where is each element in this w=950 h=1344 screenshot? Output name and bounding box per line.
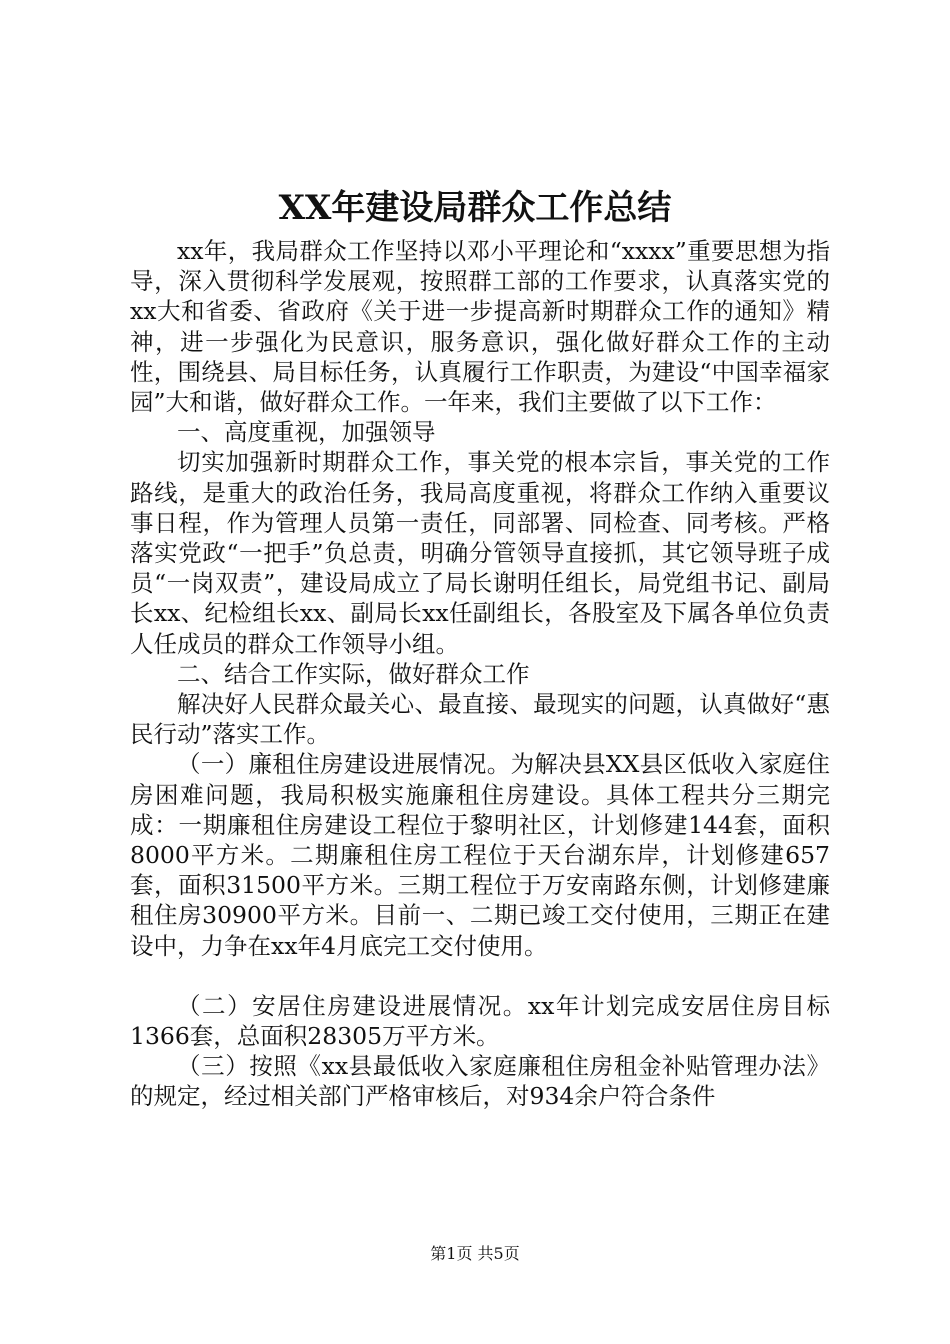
intro-paragraph: xx年，我局群众工作坚持以邓小平理论和“xxxx”重要思想为指导，深入贯彻科学发展观，按照群工部的工作要求，认真落实党的xx大和省委、省政府《关于进一步提高新时期群众工作的通知》精神，进一步强化为民意识，服务意识，强化做好群众工作的主动性，围绕县、局目标任务，认真履行工作职责，为建设“中国幸福家园”大和谐，做好群众工作。一年来，我们主要做了以下工作： bbox=[130, 237, 830, 417]
section-1-paragraph: 切实加强新时期群众工作，事关党的根本宗旨，事关党的工作路线，是重大的政治任务，我局高度重视，将群众工作纳入重要议事日程，作为管理人员第一责任，同部署、同检查、同考核。严格落实党政“一把手”负总责，明确分管领导直接抓，其它领导班子成员“一岗双责”，建设局成立了局长谢明任组长，局党组书记、副局长xx、纪检组长xx、副局长xx任副组长，各股室及下属各单位负责人任成员的群众工作领导小组。 bbox=[130, 448, 830, 658]
item-3-paragraph: （三）按照《xx县最低收入家庭廉租住房租金补贴管理办法》的规定，经过相关部门严格审核后，对934余户符合条件 bbox=[130, 1052, 830, 1111]
document-title: XX年建设局群众工作总结 bbox=[278, 188, 672, 228]
document-body bbox=[130, 236, 830, 1112]
page-number-footer: 第1页 共5页 bbox=[430, 1244, 520, 1263]
section-2-paragraph: 解决好人民群众最关心、最直接、最现实的问题，认真做好“惠民行动”落实工作。 bbox=[130, 690, 830, 749]
item-1-paragraph: （一）廉租住房建设进展情况。为解决县XX县区低收入家庭住房困难问题，我局积极实施廉租住房建设。具体工程共分三期完成：一期廉租住房建设工程位于黎明社区，计划修建144套，面积8000平方米。二期廉租住房工程位于天台湖东岸，计划修建657套，面积31500平方米。三期工程位于万安南路东侧，计划修建廉租住房30900平方米。目前一、二期已竣工交付使用，三期正在建设中，力争在xx年4月底完工交付使用。 bbox=[130, 750, 830, 960]
section-heading-1: 一、高度重视，加强领导 bbox=[177, 418, 436, 447]
section-heading-2: 二、结合工作实际，做好群众工作 bbox=[177, 659, 530, 688]
paragraph-spacer bbox=[130, 961, 830, 991]
item-2-paragraph: （二）安居住房建设进展情况。xx年计划完成安居住房目标1366套，总面积28305万平方米。 bbox=[130, 991, 830, 1051]
